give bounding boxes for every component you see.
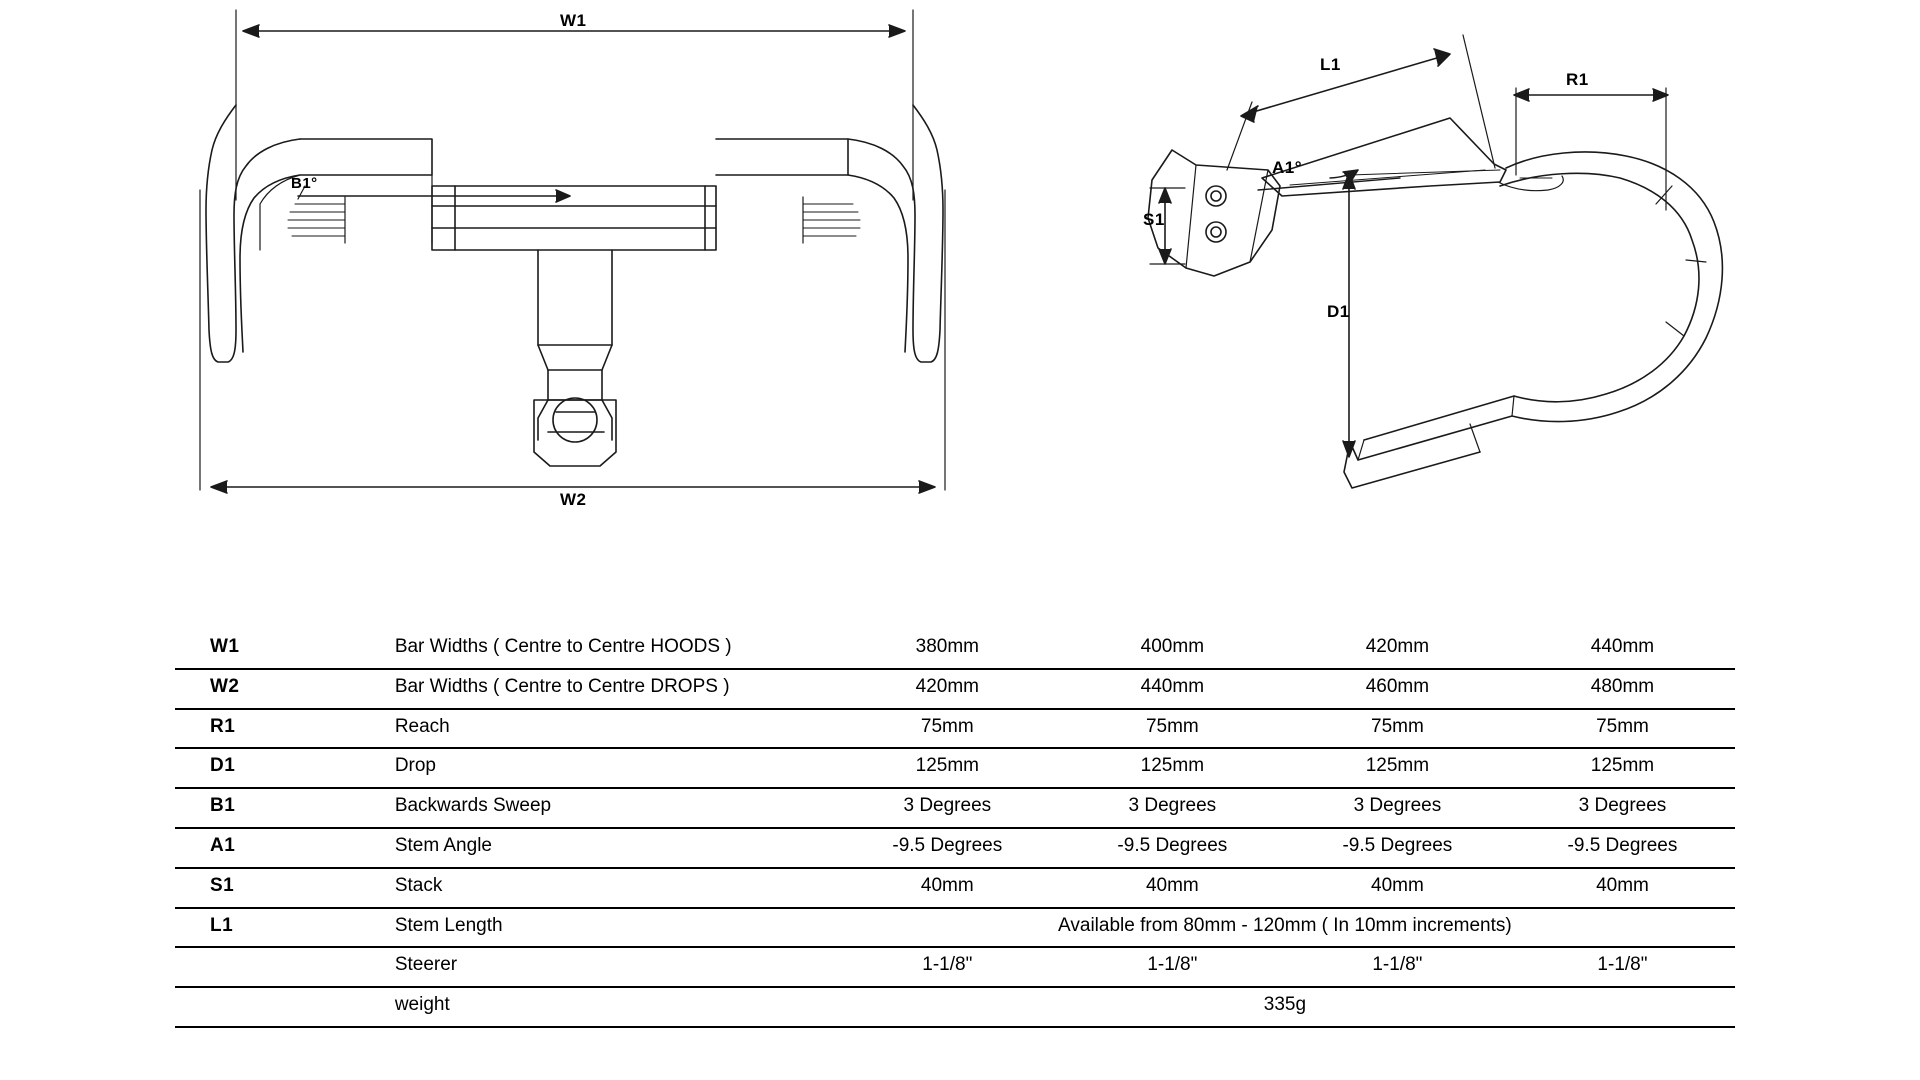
row-value: 380mm [835, 630, 1060, 669]
row-value: 460mm [1285, 669, 1510, 709]
row-value: 75mm [1285, 709, 1510, 749]
dim-label-s1: S1 [1143, 210, 1165, 229]
dim-label-l1: L1 [1320, 55, 1341, 74]
row-value: 440mm [1510, 630, 1735, 669]
row-value: 480mm [1510, 669, 1735, 709]
row-value: 3 Degrees [1060, 788, 1285, 828]
row-code: W1 [175, 630, 390, 669]
row-description: Drop [390, 748, 835, 788]
row-value: 75mm [1060, 709, 1285, 749]
table-row [175, 987, 1735, 1027]
row-span-value: 335g [835, 987, 1735, 1027]
row-value: 420mm [1285, 630, 1510, 669]
row-value: 1-1/8" [1510, 947, 1735, 987]
dim-label-a1: A1° [1272, 158, 1303, 177]
row-code: W2 [175, 669, 390, 709]
row-value: 125mm [1060, 748, 1285, 788]
table-row [175, 748, 1735, 788]
dim-label-w1: W1 [560, 11, 587, 30]
row-description: Bar Widths ( Centre to Centre DROPS ) [390, 669, 835, 709]
row-description: Stem Angle [390, 828, 835, 868]
row-description: Bar Widths ( Centre to Centre HOODS ) [390, 630, 835, 669]
spec-table-body [175, 630, 1735, 1027]
table-row [175, 828, 1735, 868]
row-value: 420mm [835, 669, 1060, 709]
row-value: -9.5 Degrees [1060, 828, 1285, 868]
row-span-value: Available from 80mm - 120mm ( In 10mm increments) [835, 908, 1735, 948]
table-row [175, 630, 1735, 669]
row-value: 440mm [1060, 669, 1285, 709]
row-code: A1 [175, 828, 390, 868]
dim-label-b1: B1° [291, 175, 318, 192]
row-value: 40mm [1285, 868, 1510, 908]
row-value: -9.5 Degrees [1510, 828, 1735, 868]
row-value: 40mm [835, 868, 1060, 908]
row-code: B1 [175, 788, 390, 828]
row-description: Backwards Sweep [390, 788, 835, 828]
row-value: 3 Degrees [1510, 788, 1735, 828]
table-row [175, 669, 1735, 709]
row-code: S1 [175, 868, 390, 908]
table-row [175, 788, 1735, 828]
dim-label-d1: D1 [1327, 302, 1350, 321]
table-row [175, 908, 1735, 948]
row-value: 1-1/8" [1060, 947, 1285, 987]
row-value: 125mm [1510, 748, 1735, 788]
row-value: 75mm [835, 709, 1060, 749]
dim-label-r1: R1 [1566, 70, 1589, 89]
row-value: 1-1/8" [1285, 947, 1510, 987]
row-value: 125mm [835, 748, 1060, 788]
row-value: -9.5 Degrees [1285, 828, 1510, 868]
row-value: 3 Degrees [835, 788, 1060, 828]
row-description: Steerer [390, 947, 835, 987]
row-description: weight [390, 987, 835, 1027]
row-value: 125mm [1285, 748, 1510, 788]
row-code [175, 987, 390, 1027]
spec-table [175, 630, 1735, 1028]
row-code [175, 947, 390, 987]
row-value: -9.5 Degrees [835, 828, 1060, 868]
dim-label-w2: W2 [560, 490, 587, 509]
row-value: 40mm [1060, 868, 1285, 908]
table-row [175, 947, 1735, 987]
row-value: 1-1/8" [835, 947, 1060, 987]
row-value: 40mm [1510, 868, 1735, 908]
row-description: Stack [390, 868, 835, 908]
row-value: 3 Degrees [1285, 788, 1510, 828]
row-description: Stem Length [390, 908, 835, 948]
row-code: D1 [175, 748, 390, 788]
table-row [175, 709, 1735, 749]
table-row [175, 868, 1735, 908]
row-value: 400mm [1060, 630, 1285, 669]
row-code: R1 [175, 709, 390, 749]
row-code: L1 [175, 908, 390, 948]
row-value: 75mm [1510, 709, 1735, 749]
row-description: Reach [390, 709, 835, 749]
